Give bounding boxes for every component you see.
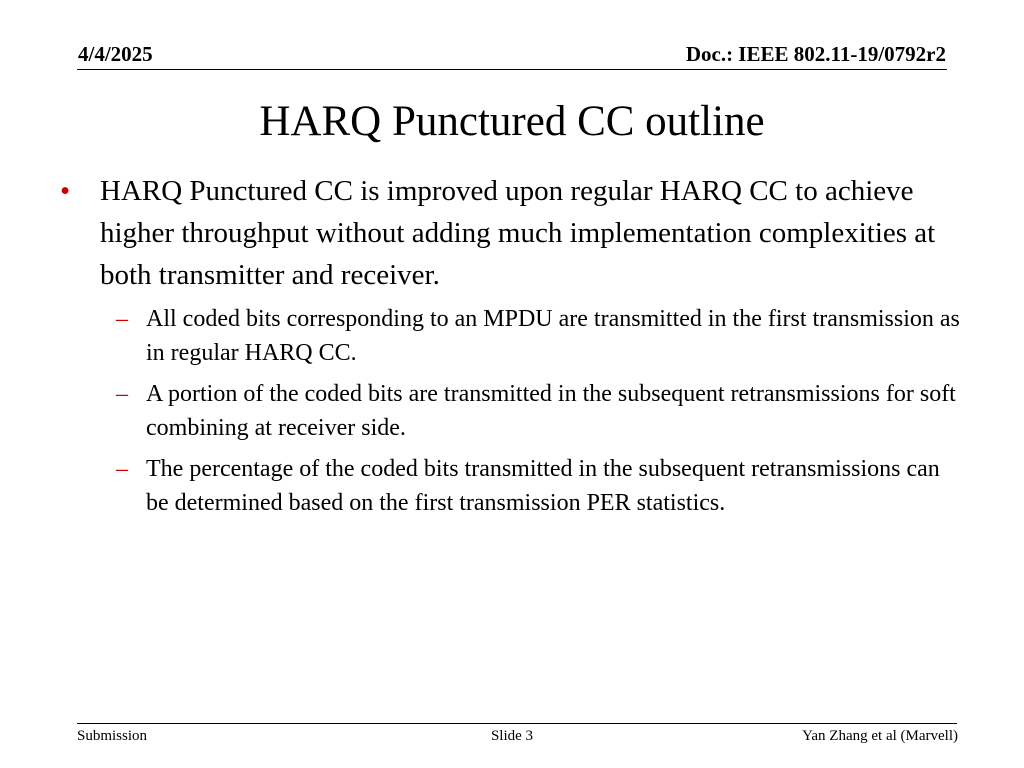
- footer-slide-number: Slide 3: [490, 728, 534, 744]
- dash-marker: –: [116, 456, 128, 482]
- bullet-text: HARQ Punctured CC is improved upon regular HARQ CC to achieve higher throughput without adding much implementation complexities at both transmitter and receiver.: [100, 175, 936, 291]
- sub-bullet-text: A portion of the coded bits are transmitted in the subsequent retransmissions for soft combining at receiver side.: [146, 381, 956, 441]
- bullet-list: [60, 170, 960, 527]
- dash-marker: –: [116, 381, 128, 407]
- sub-bullet-item: [100, 302, 960, 370]
- sub-bullet-text: All coded bits corresponding to an MPDU are transmitted in the first transmission as in regular HARQ CC.: [146, 306, 960, 366]
- bullet-item: [60, 170, 960, 520]
- sub-bullet-text: The percentage of the coded bits transmitted in the subsequent retransmissions can be determined based on the first transmission PER statistics.: [146, 456, 940, 516]
- bullet-marker: •: [60, 175, 71, 207]
- sub-bullet-list: [100, 302, 960, 520]
- dash-marker: –: [116, 306, 128, 332]
- footer-author: Yan Zhang et al (Marvell): [802, 728, 958, 744]
- footer-rule: [77, 723, 957, 724]
- header-rule: [77, 69, 947, 70]
- header-doc-id: Doc.: IEEE 802.11-19/0792r2: [685, 42, 946, 66]
- footer-submission: Submission: [77, 728, 148, 744]
- slide-title: HARQ Punctured CC outline: [259, 98, 765, 145]
- sub-bullet-item: [100, 377, 960, 445]
- header-date: 4/4/2025: [78, 42, 153, 66]
- sub-bullet-item: [100, 452, 960, 520]
